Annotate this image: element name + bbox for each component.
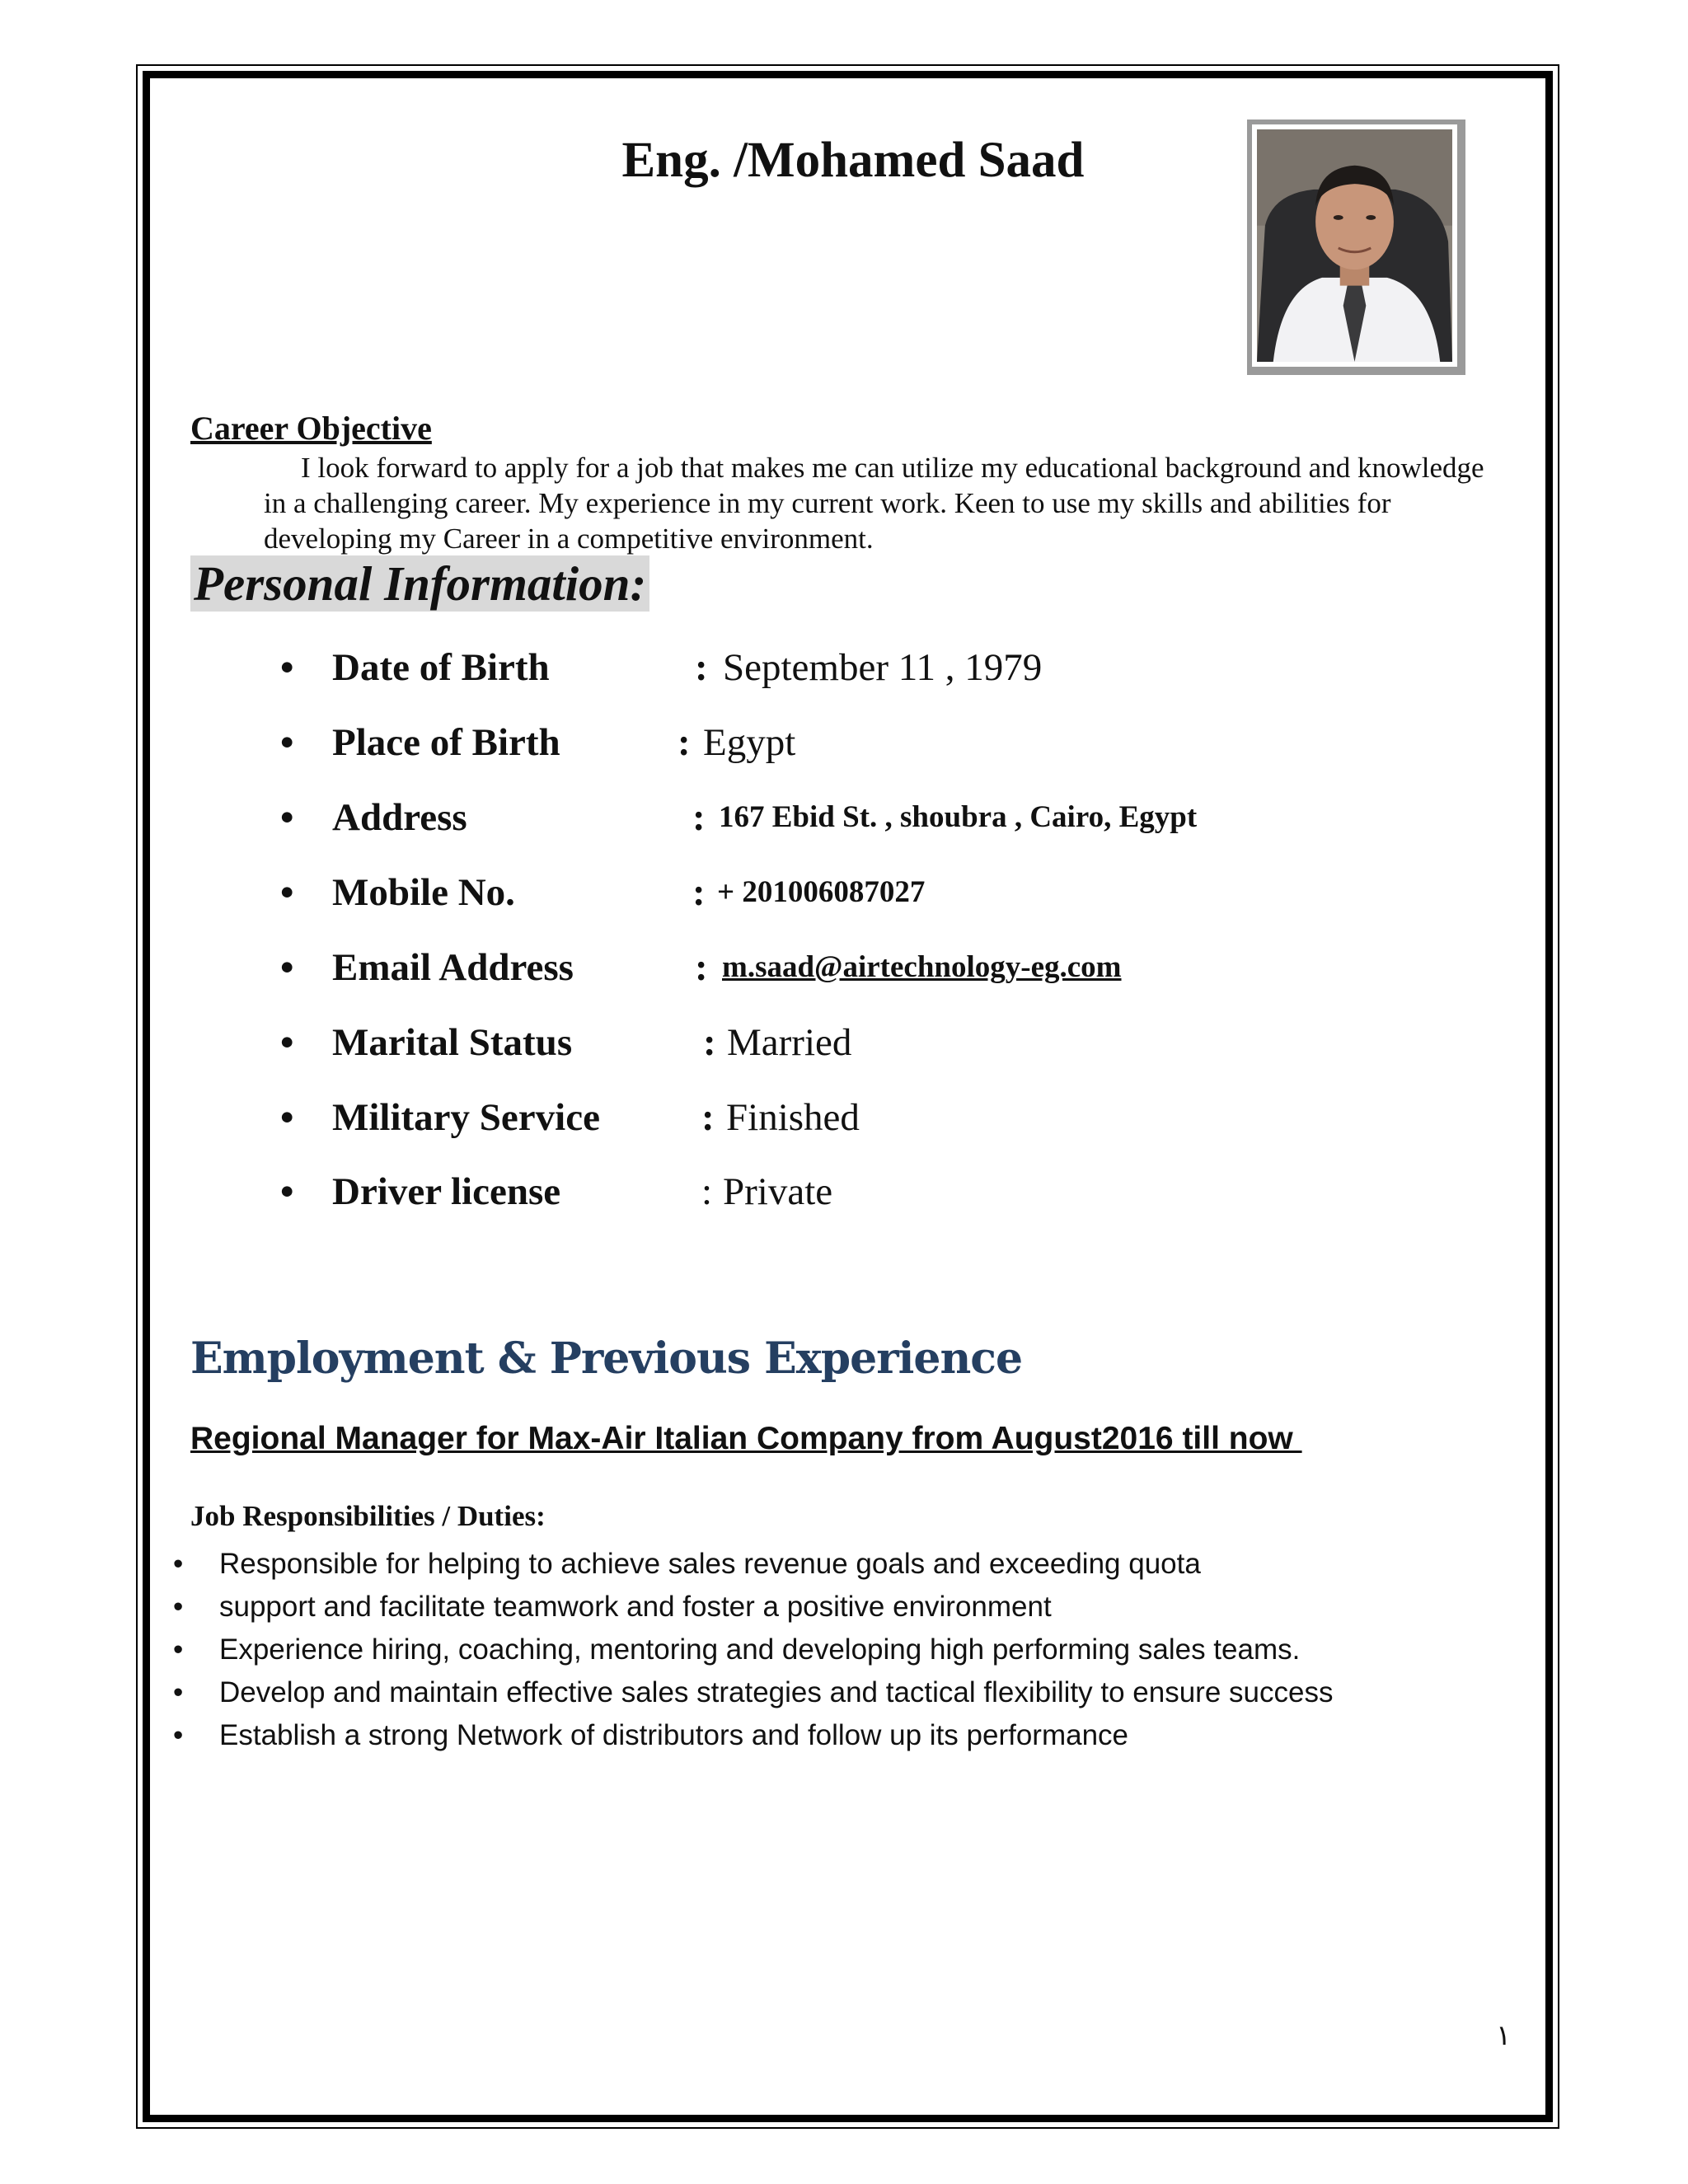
info-value: + 201006087027 bbox=[717, 875, 926, 909]
info-label: Military Service bbox=[332, 1096, 600, 1139]
bullet-icon: • bbox=[280, 796, 294, 839]
bullet-icon: • bbox=[173, 1548, 184, 1580]
info-label: Email Address bbox=[332, 946, 574, 989]
duty-text: Establish a strong Network of distributors and follow up its performance bbox=[219, 1719, 1129, 1751]
bullet-icon: • bbox=[173, 1633, 184, 1666]
bullet-icon: • bbox=[280, 871, 294, 914]
info-colon: : bbox=[701, 1170, 713, 1213]
employment-section-title: Employment & Previous Experience bbox=[190, 1333, 1023, 1384]
bullet-icon: • bbox=[173, 1591, 184, 1623]
career-objective-title: Career Objective bbox=[190, 410, 432, 447]
info-value: Egypt bbox=[703, 721, 796, 764]
candidate-name: Eng. /Mohamed Saad bbox=[621, 133, 1085, 188]
info-colon: : bbox=[678, 721, 691, 764]
bullet-icon: • bbox=[280, 946, 294, 989]
bullet-icon: • bbox=[173, 1719, 184, 1751]
duties-title: Job Responsibilities / Duties: bbox=[190, 1500, 546, 1532]
bullet-icon: • bbox=[173, 1676, 184, 1708]
info-label: Mobile No. bbox=[332, 871, 515, 914]
bullet-icon: • bbox=[280, 1170, 294, 1213]
email-link[interactable]: m.saad@airtechnology-eg.com bbox=[722, 950, 1122, 984]
info-label: Date of Birth bbox=[332, 646, 550, 689]
info-colon: : bbox=[695, 646, 708, 689]
info-label: Driver license bbox=[332, 1170, 561, 1213]
career-objective-text: I look forward to apply for a job that makes me can utilize my educational background and knowledge in a challenging career. My experience in my current work. Keen to use my skills and abilities for developing my Career in a competitive environment. bbox=[264, 452, 1484, 555]
duty-text: support and facilitate teamwork and foster a positive environment bbox=[219, 1591, 1052, 1623]
job-title: Regional Manager for Max-Air Italian Company from August2016 till now bbox=[190, 1421, 1302, 1456]
duty-text: Experience hiring, coaching, mentoring and developing high performing sales teams. bbox=[219, 1633, 1301, 1666]
info-value: 167 Ebid St. , shoubra , Cairo, Egypt bbox=[719, 800, 1198, 834]
info-label: Marital Status bbox=[332, 1021, 573, 1064]
info-value: Finished bbox=[726, 1096, 860, 1139]
info-value: September 11 , 1979 bbox=[723, 646, 1043, 689]
bullet-icon: • bbox=[280, 646, 294, 689]
info-value: Private bbox=[723, 1170, 833, 1213]
bullet-icon: • bbox=[280, 1021, 294, 1064]
info-label: Address bbox=[332, 796, 467, 839]
bullet-icon: • bbox=[280, 1096, 294, 1139]
bullet-icon: • bbox=[280, 721, 294, 764]
info-colon: : bbox=[695, 946, 708, 989]
info-colon: : bbox=[692, 796, 706, 839]
profile-photo-frame bbox=[1247, 120, 1465, 375]
profile-photo bbox=[1252, 124, 1457, 367]
personal-information-title: Personal Information: bbox=[190, 555, 649, 612]
info-value: Married bbox=[727, 1021, 852, 1064]
duty-text: Responsible for helping to achieve sales revenue goals and exceeding quota bbox=[219, 1548, 1201, 1580]
page-number: ١ bbox=[1496, 2021, 1512, 2051]
info-colon: : bbox=[703, 1021, 716, 1064]
duty-text: Develop and maintain effective sales strategies and tactical flexibility to ensure success bbox=[219, 1676, 1334, 1708]
info-colon: : bbox=[701, 1096, 715, 1139]
info-label: Place of Birth bbox=[332, 721, 560, 764]
info-colon: : bbox=[692, 871, 706, 914]
